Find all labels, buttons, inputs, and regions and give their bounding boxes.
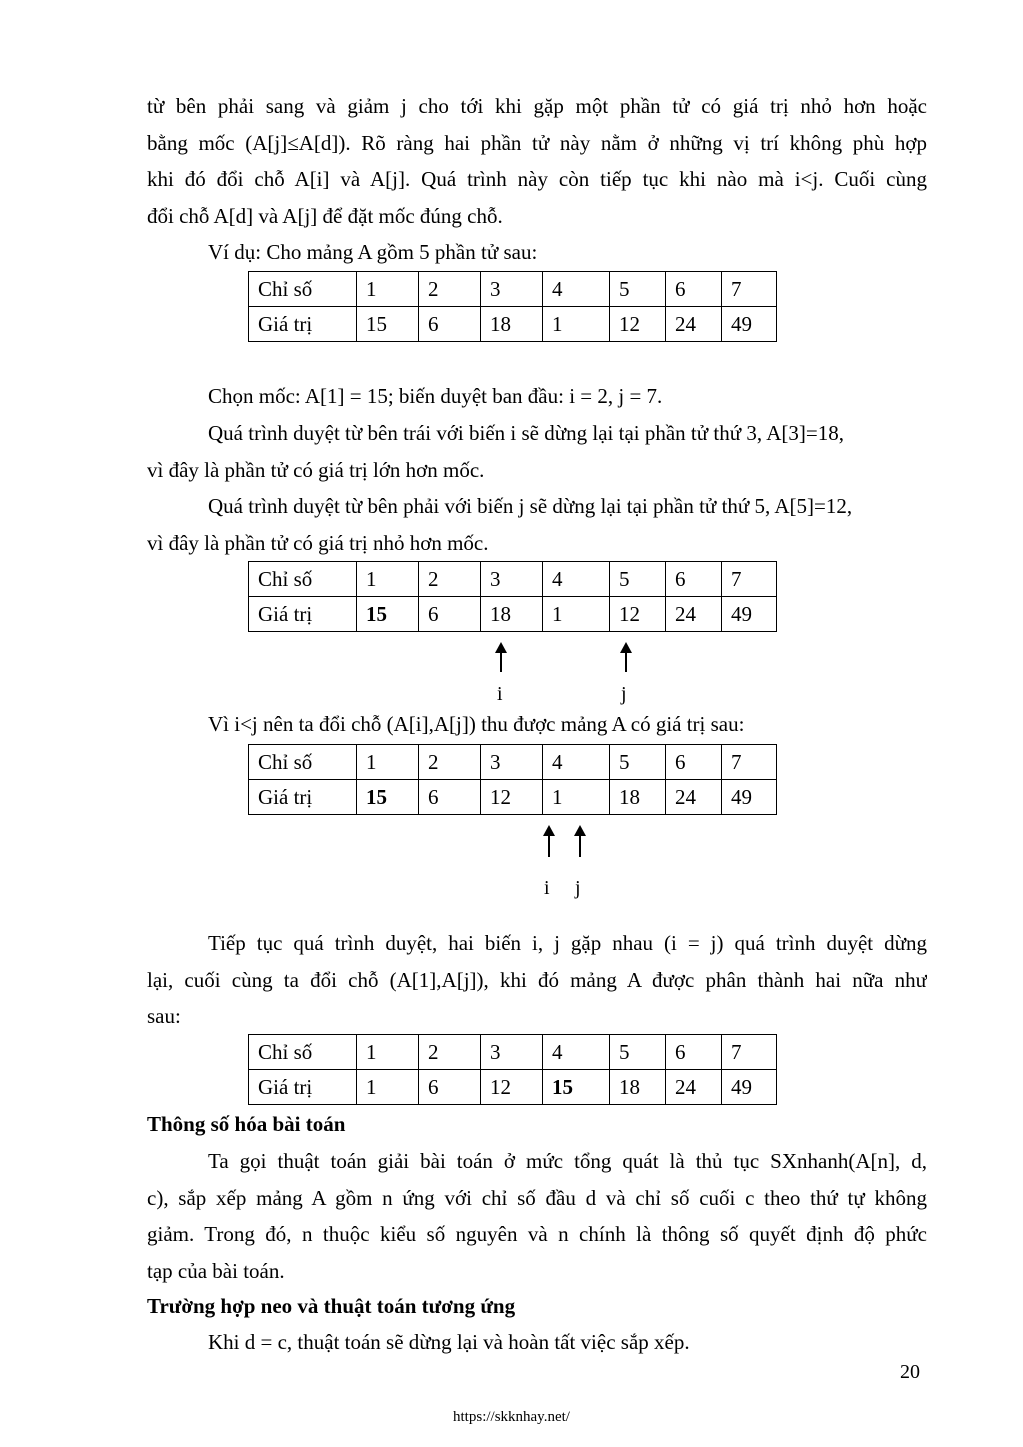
right-scan-paragraph [147, 488, 927, 561]
pivot-value-cell: 15 [357, 597, 419, 632]
index-cell: 6 [666, 745, 722, 780]
index-cell: 7 [722, 745, 777, 780]
value-cell: 24 [666, 307, 722, 342]
intro-line: từ bên phải sang và giảm j cho tới khi gặp một phần tử có giá trị nhỏ hơn hoặc [147, 94, 927, 118]
value-row [249, 597, 777, 632]
up-arrow-icon [500, 652, 502, 672]
value-cell: 24 [666, 780, 722, 815]
index-row [249, 1035, 777, 1070]
index-cell: 4 [543, 745, 610, 780]
index-cell: 6 [666, 1035, 722, 1070]
value-cell: 6 [419, 780, 481, 815]
array-table-partitioned [248, 1034, 777, 1105]
row-label: Giá trị [249, 1070, 357, 1105]
row-label: Chỉ số [249, 272, 357, 307]
index-cell: 2 [419, 272, 481, 307]
value-cell: 49 [722, 780, 777, 815]
index-row [249, 745, 777, 780]
index-cell: 7 [722, 562, 777, 597]
section-heading-parameterization: Thông số hóa bài toán [147, 1112, 346, 1136]
value-cell: 18 [481, 307, 543, 342]
page-number: 20 [900, 1361, 920, 1383]
index-cell: 3 [481, 272, 543, 307]
value-cell: 24 [666, 1070, 722, 1105]
i-marker-label: i [544, 877, 550, 899]
index-cell: 1 [357, 562, 419, 597]
continue-line: lại, cuối cùng ta đổi chỗ (A[1],A[j]), khi đó mảng A được phân thành hai nữa như [147, 967, 927, 992]
intro-line: bằng mốc (A[j]≤A[d]). Rõ ràng hai phần tử này nằm ở những vị trí không phù hợp [147, 130, 927, 155]
choose-pivot-text: Chọn mốc: A[1] = 15; biến duyệt ban đầu: i = 2, j = 7. [208, 384, 663, 408]
index-cell: 7 [722, 272, 777, 307]
param-line: c), sắp xếp mảng A gồm n ứng với chỉ số đầu d và chỉ số cuối c theo thứ tự không [147, 1185, 927, 1210]
left-scan-paragraph [147, 415, 927, 488]
row-label: Chỉ số [249, 745, 357, 780]
param-line: giảm. Trong đó, n thuộc kiểu số nguyên và n chính là thông số quyết định độ phức [147, 1222, 927, 1246]
j-marker-label: j [575, 877, 581, 899]
value-cell: 6 [419, 1070, 481, 1105]
value-cell: 18 [610, 1070, 666, 1105]
index-cell: 5 [610, 562, 666, 597]
up-arrow-icon [625, 652, 627, 672]
index-cell: 1 [357, 272, 419, 307]
value-cell: 12 [481, 780, 543, 815]
value-cell: 49 [722, 1070, 777, 1105]
value-cell: 1 [543, 780, 610, 815]
left-scan-line: Quá trình duyệt từ bên trái với biến i sẽ dừng lại tại phần tử thứ 3, A[3]=18, [208, 421, 844, 445]
param-paragraph [147, 1143, 927, 1289]
row-label: Chỉ số [249, 1035, 357, 1070]
pivot-value-cell: 15 [543, 1070, 610, 1105]
value-cell: 1 [543, 597, 610, 632]
row-label: Giá trị [249, 307, 357, 342]
index-cell: 5 [610, 1035, 666, 1070]
index-cell: 4 [543, 272, 610, 307]
section-heading-base-case: Trường hợp neo và thuật toán tương ứng [147, 1294, 516, 1318]
i-marker-label: i [497, 683, 503, 705]
index-cell: 2 [419, 1035, 481, 1070]
left-scan-line: vì đây là phần tử có giá trị lớn hơn mốc. [147, 457, 485, 482]
array-table-scan [248, 561, 777, 632]
continue-line: Tiếp tục quá trình duyệt, hai biến i, j gặp nhau (i = j) quá trình duyệt dừng [208, 931, 927, 955]
index-cell: 2 [419, 562, 481, 597]
index-cell: 6 [666, 272, 722, 307]
value-cell: 1 [357, 1070, 419, 1105]
footer-url: https://skknhay.net/ [453, 1409, 570, 1425]
value-row [249, 307, 777, 342]
value-cell: 12 [610, 307, 666, 342]
right-scan-line: vì đây là phần tử có giá trị nhỏ hơn mốc. [147, 530, 489, 555]
value-cell: 24 [666, 597, 722, 632]
index-cell: 7 [722, 1035, 777, 1070]
example-intro: Ví dụ: Cho mảng A gồm 5 phần tử sau: [208, 240, 538, 264]
value-cell: 6 [419, 307, 481, 342]
up-arrow-icon [548, 835, 550, 857]
index-cell: 2 [419, 745, 481, 780]
index-row [249, 562, 777, 597]
value-cell: 18 [610, 780, 666, 815]
value-cell: 6 [419, 597, 481, 632]
value-row [249, 780, 777, 815]
index-row [249, 272, 777, 307]
value-row [249, 1070, 777, 1105]
value-cell: 1 [543, 307, 610, 342]
value-cell: 49 [722, 597, 777, 632]
index-cell: 3 [481, 562, 543, 597]
index-cell: 1 [357, 1035, 419, 1070]
array-table-initial [248, 271, 777, 342]
right-scan-line: Quá trình duyệt từ bên phải với biến j sẽ dừng lại tại phần tử thứ 5, A[5]=12, [208, 494, 853, 518]
index-cell: 6 [666, 562, 722, 597]
param-line: Ta gọi thuật toán giải bài toán ở mức tổng quát là thủ tục SXnhanh(A[n], d, [208, 1149, 927, 1173]
value-cell: 12 [610, 597, 666, 632]
row-label: Chỉ số [249, 562, 357, 597]
value-cell: 12 [481, 1070, 543, 1105]
index-cell: 1 [357, 745, 419, 780]
index-cell: 4 [543, 562, 610, 597]
intro-paragraph [147, 88, 927, 234]
index-cell: 3 [481, 745, 543, 780]
row-label: Giá trị [249, 597, 357, 632]
continue-line: sau: [147, 1004, 181, 1028]
base-case-text: Khi d = c, thuật toán sẽ dừng lại và hoàn tất việc sắp xếp. [208, 1330, 690, 1354]
pivot-value-cell: 15 [357, 780, 419, 815]
index-cell: 5 [610, 745, 666, 780]
swap-text: Vì i<j nên ta đổi chỗ (A[i],A[j]) thu được mảng A có giá trị sau: [208, 712, 745, 736]
array-table-swapped [248, 744, 777, 815]
continue-paragraph [147, 925, 927, 1035]
value-cell: 18 [481, 597, 543, 632]
index-cell: 4 [543, 1035, 610, 1070]
param-line: tạp của bài toán. [147, 1258, 285, 1283]
intro-line: khi đó đổi chỗ A[i] và A[j]. Quá trình này còn tiếp tục khi nào mà i<j. Cuối cùng [147, 167, 927, 191]
index-cell: 5 [610, 272, 666, 307]
value-cell: 49 [722, 307, 777, 342]
row-label: Giá trị [249, 780, 357, 815]
value-cell: 15 [357, 307, 419, 342]
intro-line: đổi chỗ A[d] và A[j] để đặt mốc đúng chỗ. [147, 203, 503, 228]
up-arrow-icon [579, 835, 581, 857]
index-cell: 3 [481, 1035, 543, 1070]
j-marker-label: j [621, 683, 627, 705]
